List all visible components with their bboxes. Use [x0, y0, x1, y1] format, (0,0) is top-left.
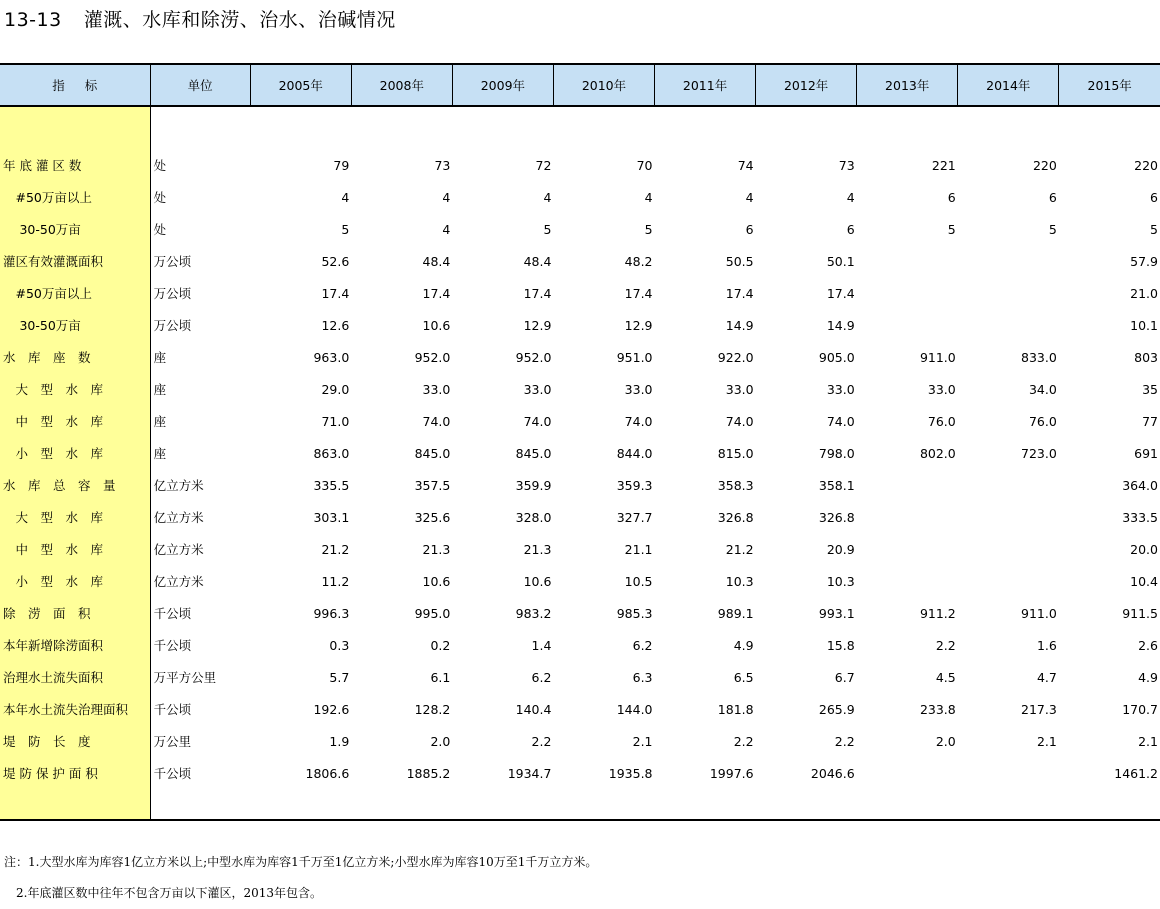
row-unit: 亿立方米 [150, 565, 250, 597]
table-row [0, 149, 1160, 181]
value-cell: 2.2 [531, 733, 552, 749]
value-cell [958, 533, 1059, 565]
value-cell: 6.3 [632, 669, 653, 685]
row-indicator: 年 底 灌 区 数 [0, 149, 150, 181]
value-cell [958, 501, 1059, 533]
value-cell: 833.0 [1021, 349, 1057, 365]
row-unit: 处 [150, 149, 250, 181]
value-cell: 2.0 [430, 733, 451, 749]
value-cell: 140.4 [515, 701, 552, 717]
row-unit: 处 [150, 213, 250, 245]
value-cell: 0.2 [430, 637, 451, 653]
value-cell: 20.0 [1130, 541, 1158, 557]
value-cell: 265.9 [818, 701, 855, 717]
row-indicator: 中 型 水 库 [0, 405, 150, 437]
value-cell: 995.0 [414, 605, 451, 621]
value-cell: 220 [1134, 157, 1158, 173]
header-year: 2012年 [756, 64, 857, 106]
value-cell [857, 469, 958, 501]
value-cell: 802.0 [919, 445, 956, 461]
value-cell: 2.1 [1138, 733, 1158, 749]
value-cell: 79 [333, 157, 350, 173]
value-cell: 33.0 [725, 381, 754, 397]
value-cell: 17.4 [725, 285, 754, 301]
row-unit: 处 [150, 181, 250, 213]
value-cell: 10.6 [523, 573, 552, 589]
value-cell: 4 [442, 189, 451, 205]
value-cell: 845.0 [515, 445, 552, 461]
value-cell [857, 501, 958, 533]
value-cell: 10.6 [422, 573, 451, 589]
value-cell: 983.2 [515, 605, 552, 621]
table-row [0, 373, 1160, 405]
row-indicator: 水 库 总 容 量 [0, 469, 150, 501]
value-cell: 911.5 [1122, 605, 1158, 621]
value-cell: 70 [636, 157, 653, 173]
value-cell: 71.0 [321, 413, 350, 429]
value-cell: 17.4 [624, 285, 653, 301]
value-cell: 358.3 [717, 477, 754, 493]
value-cell: 6.5 [733, 669, 754, 685]
value-cell: 34.0 [1028, 381, 1057, 397]
table-row [0, 341, 1160, 373]
row-unit: 座 [150, 437, 250, 469]
value-cell: 10.3 [826, 573, 855, 589]
value-cell: 21.0 [1130, 285, 1158, 301]
value-cell: 29.0 [321, 381, 350, 397]
value-cell: 12.9 [523, 317, 552, 333]
table-row [0, 661, 1160, 693]
value-cell: 1935.8 [608, 765, 653, 781]
value-cell: 5 [341, 221, 350, 237]
value-cell: 0.3 [329, 637, 350, 653]
row-unit: 亿立方米 [150, 533, 250, 565]
value-cell: 15.8 [826, 637, 855, 653]
value-cell: 33.0 [523, 381, 552, 397]
row-unit: 万平方公里 [150, 661, 250, 693]
value-cell: 74 [737, 157, 754, 173]
value-cell: 72 [535, 157, 552, 173]
value-cell: 5 [947, 221, 956, 237]
header-year: 2010年 [553, 64, 654, 106]
value-cell: 20.9 [826, 541, 855, 557]
value-cell: 2.0 [935, 733, 956, 749]
value-cell: 12.6 [321, 317, 350, 333]
value-cell: 985.3 [616, 605, 653, 621]
value-cell: 76.0 [1028, 413, 1057, 429]
row-unit: 千公顷 [150, 757, 250, 789]
value-cell: 48.4 [422, 253, 451, 269]
table-row [0, 693, 1160, 725]
table-row [0, 629, 1160, 661]
table-row [0, 565, 1160, 597]
table-number: 13-13 [4, 9, 62, 31]
value-cell: 74.0 [422, 413, 451, 429]
value-cell: 6 [745, 221, 754, 237]
value-cell: 21.3 [523, 541, 552, 557]
row-unit: 座 [150, 373, 250, 405]
value-cell: 326.8 [717, 509, 754, 525]
value-cell: 6.1 [430, 669, 451, 685]
row-indicator: 本年新增除涝面积 [0, 629, 150, 661]
value-cell: 57.9 [1130, 253, 1158, 269]
value-cell: 845.0 [414, 445, 451, 461]
value-cell: 364.0 [1122, 477, 1158, 493]
value-cell: 5 [644, 221, 653, 237]
spacer-row [0, 789, 1160, 820]
value-cell: 1806.6 [305, 765, 350, 781]
row-indicator: 灌区有效灌溉面积 [0, 245, 150, 277]
value-cell [857, 565, 958, 597]
row-indicator: 本年水土流失治理面积 [0, 693, 150, 725]
header-year: 2013年 [857, 64, 958, 106]
value-cell: 33.0 [624, 381, 653, 397]
value-cell: 220 [1032, 157, 1057, 173]
value-cell: 952.0 [515, 349, 552, 365]
row-indicator: 大 型 水 库 [0, 373, 150, 405]
spacer-cell [0, 106, 150, 149]
value-cell: 1885.2 [406, 765, 451, 781]
row-unit: 千公顷 [150, 597, 250, 629]
value-cell: 181.8 [717, 701, 754, 717]
row-indicator: 堤 防 长 度 [0, 725, 150, 757]
value-cell: 128.2 [414, 701, 451, 717]
value-cell: 221 [931, 157, 956, 173]
note-2: 2.年底灌区数中往年不包含万亩以下灌区，2013年包含。 [16, 886, 322, 900]
statistics-table [0, 63, 1160, 821]
value-cell: 48.4 [523, 253, 552, 269]
value-cell: 6.7 [834, 669, 855, 685]
value-cell: 170.7 [1122, 701, 1158, 717]
table-row [0, 757, 1160, 789]
value-cell: 335.5 [313, 477, 350, 493]
value-cell: 303.1 [313, 509, 350, 525]
value-cell: 74.0 [826, 413, 855, 429]
header-row [0, 64, 1160, 106]
value-cell: 815.0 [717, 445, 754, 461]
row-indicator: 治理水土流失面积 [0, 661, 150, 693]
value-cell: 723.0 [1021, 445, 1057, 461]
row-indicator: 大 型 水 库 [0, 501, 150, 533]
value-cell [857, 245, 958, 277]
value-cell [857, 757, 958, 789]
value-cell: 10.5 [624, 573, 653, 589]
value-cell: 50.1 [826, 253, 855, 269]
value-cell [958, 245, 1059, 277]
value-cell: 963.0 [313, 349, 350, 365]
value-cell: 359.9 [515, 477, 552, 493]
value-cell: 1.6 [1036, 637, 1057, 653]
value-cell: 233.8 [919, 701, 956, 717]
value-cell: 911.0 [1021, 605, 1057, 621]
row-indicator: 小 型 水 库 [0, 565, 150, 597]
value-cell: 952.0 [414, 349, 451, 365]
value-cell: 996.3 [313, 605, 350, 621]
value-cell: 14.9 [826, 317, 855, 333]
value-cell: 33.0 [826, 381, 855, 397]
table-row [0, 469, 1160, 501]
value-cell: 33.0 [927, 381, 956, 397]
row-unit: 千公顷 [150, 629, 250, 661]
header-year: 2005年 [250, 64, 351, 106]
header-year: 2009年 [452, 64, 553, 106]
table-row [0, 181, 1160, 213]
header-unit: 单位 [150, 64, 250, 106]
row-indicator: 30-50万亩 [0, 213, 150, 245]
spacer-row [0, 106, 1160, 149]
value-cell: 6.2 [531, 669, 552, 685]
value-cell: 12.9 [624, 317, 653, 333]
value-cell: 21.2 [321, 541, 350, 557]
table-row [0, 501, 1160, 533]
row-indicator: 堤 防 保 护 面 积 [0, 757, 150, 789]
value-cell [958, 309, 1059, 341]
value-cell: 951.0 [616, 349, 653, 365]
value-cell: 4.5 [935, 669, 956, 685]
value-cell: 4.9 [733, 637, 754, 653]
value-cell: 4 [846, 189, 855, 205]
value-cell: 4 [543, 189, 552, 205]
value-cell: 144.0 [616, 701, 653, 717]
value-cell: 17.4 [422, 285, 451, 301]
value-cell: 326.8 [818, 509, 855, 525]
header-year: 2008年 [351, 64, 452, 106]
value-cell: 217.3 [1021, 701, 1057, 717]
table-row [0, 277, 1160, 309]
value-cell: 2.2 [733, 733, 754, 749]
value-cell: 33.0 [422, 381, 451, 397]
table-row [0, 725, 1160, 757]
value-cell: 5.7 [329, 669, 350, 685]
table-row [0, 533, 1160, 565]
value-cell: 76.0 [927, 413, 956, 429]
value-cell: 803 [1134, 349, 1158, 365]
value-cell: 10.6 [422, 317, 451, 333]
value-cell: 10.1 [1130, 317, 1158, 333]
row-unit: 亿立方米 [150, 469, 250, 501]
value-cell: 74.0 [523, 413, 552, 429]
table-row [0, 597, 1160, 629]
row-unit: 座 [150, 341, 250, 373]
value-cell: 357.5 [414, 477, 451, 493]
value-cell: 2.1 [632, 733, 653, 749]
notes [4, 847, 597, 909]
value-cell: 989.1 [717, 605, 754, 621]
value-cell: 798.0 [818, 445, 855, 461]
value-cell: 2.2 [834, 733, 855, 749]
value-cell: 21.2 [725, 541, 754, 557]
table-title: 灌溉、水库和除涝、治水、治碱情况 [83, 9, 396, 31]
value-cell: 52.6 [321, 253, 350, 269]
value-cell: 691 [1134, 445, 1158, 461]
value-cell: 4 [745, 189, 754, 205]
row-indicator: #50万亩以上 [0, 277, 150, 309]
header-indicator: 指标 [0, 64, 150, 106]
row-indicator: 水 库 座 数 [0, 341, 150, 373]
value-cell [958, 469, 1059, 501]
value-cell: 4.7 [1036, 669, 1057, 685]
value-cell: 2.1 [1036, 733, 1057, 749]
header-year: 2011年 [655, 64, 756, 106]
value-cell: 192.6 [313, 701, 350, 717]
value-cell: 359.3 [616, 477, 653, 493]
value-cell: 4.9 [1138, 669, 1158, 685]
value-cell: 5 [1150, 221, 1158, 237]
value-cell: 74.0 [624, 413, 653, 429]
page-title [4, 5, 396, 32]
value-cell: 328.0 [515, 509, 552, 525]
row-unit: 万公顷 [150, 245, 250, 277]
row-unit: 座 [150, 405, 250, 437]
value-cell: 2046.6 [810, 765, 855, 781]
value-cell: 48.2 [624, 253, 653, 269]
value-cell: 911.0 [919, 349, 956, 365]
table-row [0, 309, 1160, 341]
value-cell: 911.2 [919, 605, 956, 621]
value-cell: 6.2 [632, 637, 653, 653]
value-cell: 17.4 [826, 285, 855, 301]
value-cell: 5 [543, 221, 552, 237]
spacer-cell [0, 789, 150, 820]
value-cell: 993.1 [818, 605, 855, 621]
table-body [0, 106, 1160, 820]
value-cell: 327.7 [616, 509, 653, 525]
value-cell [857, 533, 958, 565]
value-cell: 1.9 [329, 733, 350, 749]
value-cell: 11.2 [321, 573, 350, 589]
value-cell [857, 277, 958, 309]
value-cell: 1461.2 [1114, 765, 1158, 781]
value-cell: 358.1 [818, 477, 855, 493]
row-unit: 亿立方米 [150, 501, 250, 533]
value-cell: 844.0 [616, 445, 653, 461]
value-cell [958, 757, 1059, 789]
value-cell: 6 [1048, 189, 1057, 205]
value-cell: 73 [838, 157, 855, 173]
value-cell: 21.3 [422, 541, 451, 557]
row-indicator: #50万亩以上 [0, 181, 150, 213]
header-year: 2014年 [958, 64, 1059, 106]
value-cell: 17.4 [523, 285, 552, 301]
value-cell: 73 [434, 157, 451, 173]
spacer-cell [250, 106, 1160, 149]
value-cell: 14.9 [725, 317, 754, 333]
row-unit: 万公顷 [150, 309, 250, 341]
value-cell: 4 [644, 189, 653, 205]
spacer-cell [150, 106, 250, 149]
row-unit: 万公里 [150, 725, 250, 757]
value-cell: 863.0 [313, 445, 350, 461]
value-cell: 10.4 [1130, 573, 1158, 589]
table-row [0, 405, 1160, 437]
value-cell: 4 [442, 221, 451, 237]
value-cell: 6 [846, 221, 855, 237]
header-year: 2015年 [1059, 64, 1160, 106]
row-unit: 万公顷 [150, 277, 250, 309]
value-cell: 4 [341, 189, 350, 205]
spacer-cell [150, 789, 250, 820]
value-cell: 77 [1142, 413, 1158, 429]
value-cell: 1934.7 [507, 765, 552, 781]
value-cell [958, 565, 1059, 597]
value-cell: 905.0 [818, 349, 855, 365]
table-row [0, 213, 1160, 245]
value-cell: 74.0 [725, 413, 754, 429]
note-1: 注：1.大型水库为库容1亿立方米以上;中型水库为库容1千万至1亿立方米;小型水库为库容10万至1千万立方米。 [4, 855, 598, 869]
value-cell: 50.5 [725, 253, 754, 269]
row-indicator: 中 型 水 库 [0, 533, 150, 565]
value-cell: 17.4 [321, 285, 350, 301]
value-cell: 10.3 [725, 573, 754, 589]
value-cell: 922.0 [717, 349, 754, 365]
value-cell: 5 [1048, 221, 1057, 237]
value-cell [857, 309, 958, 341]
value-cell: 2.2 [935, 637, 956, 653]
value-cell: 325.6 [414, 509, 451, 525]
table-row [0, 245, 1160, 277]
value-cell: 1.4 [531, 637, 552, 653]
value-cell: 21.1 [624, 541, 653, 557]
value-cell: 35 [1142, 381, 1158, 397]
row-indicator: 小 型 水 库 [0, 437, 150, 469]
row-unit: 千公顷 [150, 693, 250, 725]
table-row [0, 437, 1160, 469]
value-cell: 6 [1150, 189, 1158, 205]
value-cell: 6 [947, 189, 956, 205]
value-cell [958, 277, 1059, 309]
value-cell: 1997.6 [709, 765, 754, 781]
value-cell: 333.5 [1122, 509, 1158, 525]
row-indicator: 除 涝 面 积 [0, 597, 150, 629]
spacer-cell [250, 789, 1160, 820]
value-cell: 2.6 [1138, 637, 1158, 653]
row-indicator: 30-50万亩 [0, 309, 150, 341]
